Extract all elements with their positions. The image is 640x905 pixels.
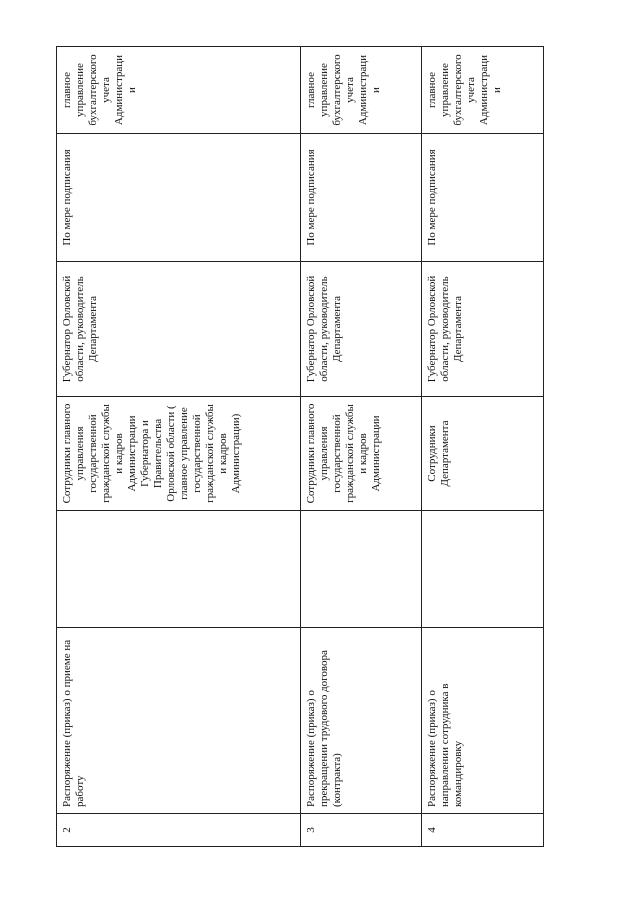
extra-cell: [301, 511, 422, 628]
row-number: 3: [301, 814, 422, 847]
recipient: главное управление бухгалтерского учета Администрации: [301, 47, 422, 134]
table-row: [301, 47, 422, 847]
rotated-table-wrapper: [56, 47, 543, 847]
timing: По мере подписания: [301, 134, 422, 262]
prepared-by: Сотрудники главного управления государственной гражданской службы и кадров Администрации Губернатора и Правительства Орловской области ( главное управление государственной гражданской службы и кадров Администрации): [57, 397, 301, 511]
document-name: Распоряжение (приказ) о направлении сотрудника в командировку: [422, 628, 544, 814]
prepared-by: Сотрудники главного управления государственной гражданской службы и кадров Администрации: [301, 397, 422, 511]
row-number: 2: [57, 814, 301, 847]
document-name: Распоряжение (приказ) о приеме на работу: [57, 628, 301, 814]
document-name: Распоряжение (приказ) о прекращении трудового договора (контракта): [301, 628, 422, 814]
table-row: [57, 47, 301, 847]
table-row: [422, 47, 544, 847]
extra-cell: [57, 511, 301, 628]
recipient: главное управление бухгалтерского учета Администрации: [57, 47, 301, 134]
extra-cell: [422, 511, 544, 628]
signed-by: Губернатор Орловской области, руководитель Департамента: [422, 262, 544, 397]
timing: По мере подписания: [422, 134, 544, 262]
timing: По мере подписания: [57, 134, 301, 262]
document-flow-table: [56, 46, 544, 847]
signed-by: Губернатор Орловской области, руководитель Департамента: [57, 262, 301, 397]
recipient: главное управление бухгалтерского учета Администрации: [422, 47, 544, 134]
row-number: 4: [422, 814, 544, 847]
prepared-by: Сотрудники Департамента: [422, 397, 544, 511]
signed-by: Губернатор Орловской области, руководитель Департамента: [301, 262, 422, 397]
